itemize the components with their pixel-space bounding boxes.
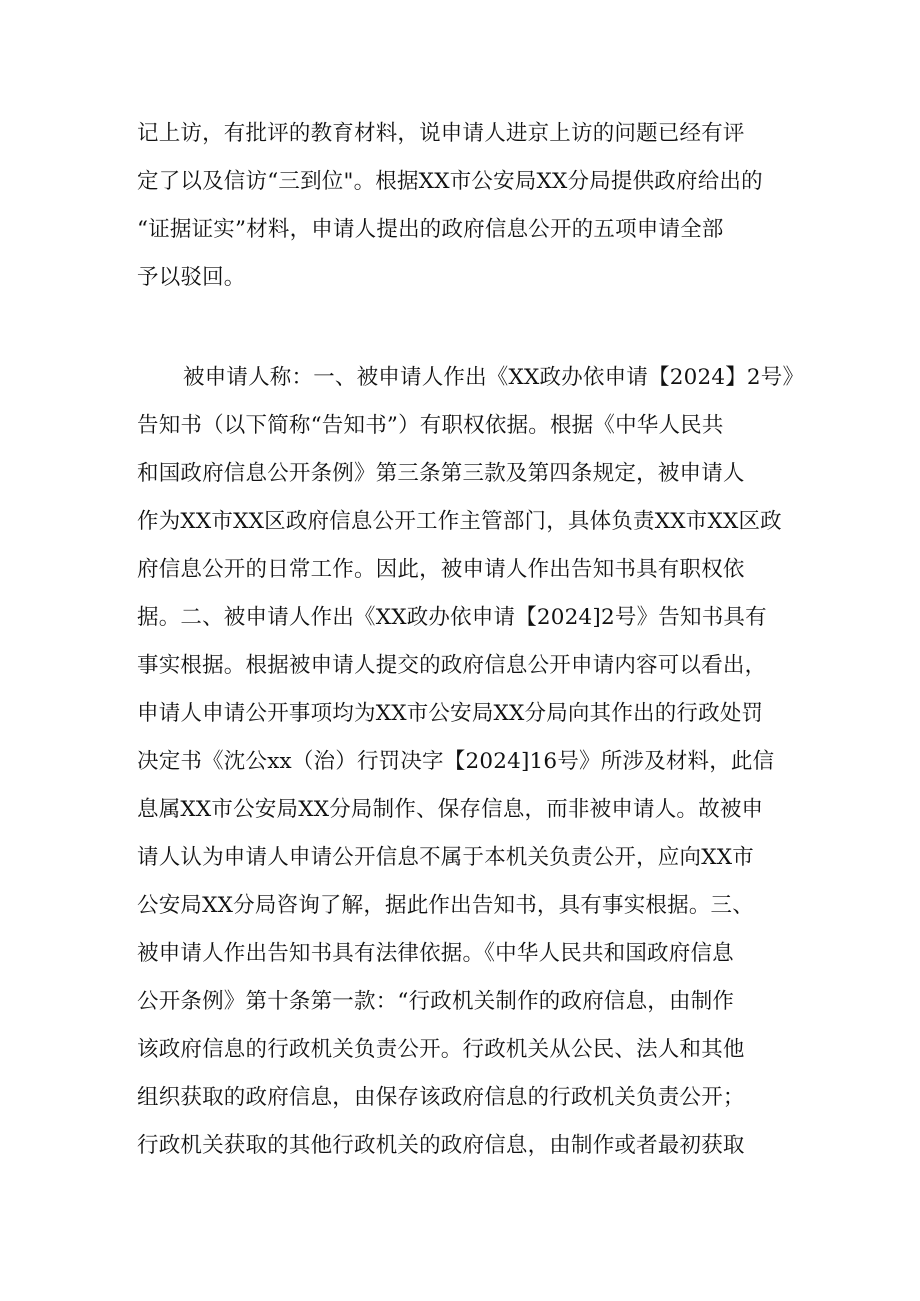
paragraph-2-line-13: 被申请人作出告知书具有法律依据。《中华人民共和国政府信息	[137, 941, 734, 966]
paragraph-2-line-16: 组织获取的政府信息，由保存该政府信息的行政机关负责公开；	[137, 1085, 745, 1110]
paragraph-2-line-1: 被申请人称：一、被申请人作出《XX政办依申请【2024】2号》	[183, 365, 805, 390]
paragraph-2-line-2: 告知书（以下简称“告知书”）有职权依据。根据《中华人民共	[137, 413, 724, 438]
paragraph-2-line-11: 请人认为申请人申请公开信息不属于本机关负责公开，应向XX市	[137, 845, 754, 870]
paragraph-1-line-1: 记上访，有批评的教育材料，说申请人进京上访的问题已经有评	[137, 121, 745, 146]
paragraph-2-line-14: 公开条例》第十条第一款：“行政机关制作的政府信息，由制作	[137, 989, 735, 1014]
paragraph-2-line-5: 府信息公开的日常工作。因此，被申请人作出告知书具有职权依	[137, 557, 745, 582]
paragraph-1-line-2: 定了以及信访“三到位"。根据XX市公安局XX分局提供政府给出的	[137, 169, 763, 194]
paragraph-2-line-8: 申请人申请公开事项均为XX市公安局XX分局向其作出的行政处罚	[137, 701, 764, 726]
paragraph-2-line-9: 决定书《沈公xx（治）行罚决字【2024]16号》所涉及材料，此信	[137, 749, 775, 774]
paragraph-1-line-4: 予以驳回。	[137, 265, 246, 290]
paragraph-2-line-3: 和国政府信息公开条例》第三条第三款及第四条规定，被申请人	[137, 461, 745, 486]
paragraph-2-line-10: 息属XX市公安局XX分局制作、保存信息，而非被申请人。故被申	[137, 797, 764, 822]
paragraph-2-line-17: 行政机关获取的其他行政机关的政府信息，由制作或者最初获取	[137, 1133, 745, 1158]
paragraph-2-line-4: 作为XX市XX区政府信息公开工作主管部门，具体负责XX市XX区政	[137, 509, 782, 534]
paragraph-2-line-7: 事实根据。根据被申请人提交的政府信息公开申请内容可以看出，	[137, 653, 767, 678]
paragraph-2-line-6: 据。二、被申请人作出《XX政办依申请【2024]2号》告知书具有	[137, 605, 767, 630]
paragraph-1-line-3: “证据证实”材料，申请人提出的政府信息公开的五项申请全部	[137, 217, 724, 242]
paragraph-2-line-15: 该政府信息的行政机关负责公开。行政机关从公民、法人和其他	[137, 1037, 745, 1062]
paragraph-2-line-12: 公安局XX分局咨询了解，据此作出告知书，具有事实根据。三、	[137, 893, 754, 918]
